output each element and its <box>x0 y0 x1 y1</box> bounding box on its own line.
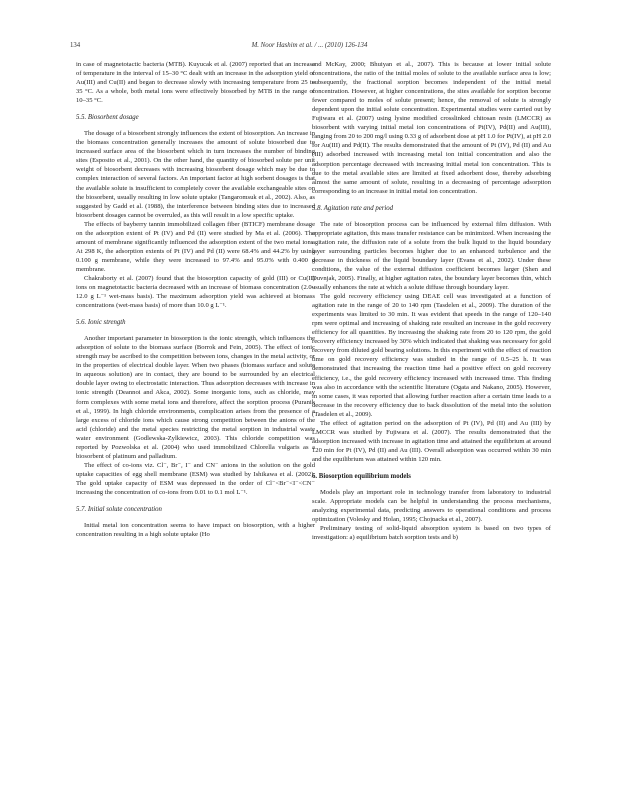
body-paragraph: Initial metal ion concentration seems to have impact on biosorption, with a higher concentration resulting in a high solute uptake (Ho <box>76 522 315 539</box>
body-paragraph: The effect of agitation period on the adsorption of Pt (IV), Pd (II) and Au (III) by LMCCR was studied by Fujiwara et al. (2007). The results demonstrated that the adsorption increased with increase in agitation time and attained the equilibrium at around 120 min for Pt (IV), Pd (II) and Au (III). Overall adsorption was occurred within 30 min and the equilibrium was attained within 120 min. <box>312 419 551 463</box>
journal-citation: M. Noor Hashim et al. / ... (2010) 126-134 <box>251 42 368 49</box>
body-paragraph: Another important parameter in biosorption is the ionic strength, which influences the adsorption of solute to the biomass surface (Borrok and Fein, 2005). The effect of ionic strength may be ascribed to the competition between ions, changes in the metal activity, or in the properties of electrical double layer. When two phases (biomass surface and solute in aqueous solution) are in contact, they are bound to be surrounded by an electrical double layer owing to electrostatic interaction. Thus adsorption decreases with increase in ionic strength (Deannoi and Akca, 2002). Some inorganic ions, such as chloride, may form complexes with some metal ions and therefore, affect the sorption process (Puranik et al., 1999). In high chloride environments, complication arises from the presence of a large excess of chloride ions which cause strong competition between the anions of the acid (chloride) and the metal species restricting the metal sorption in industrial waste water environment (Godlewska-Zylkiewicz, 2003). This chloride competition was reported by Pozwolska et al. (2004) who used immobilized Chlorella vulgaris as a biosorbent of platinum and palladium. <box>76 335 315 460</box>
body-paragraph: The gold recovery efficiency using DEAE cell was investigated at a function of agitation rate in the range of 20 to 140 rpm (Tasdelen et al., 2009). The duration of the experiments was limited to 30 min. It was evident that speeds in the range of 120–140 rpm were optimal and increasing of shaking rate resulted an increase in the gold recovery efficiency for all quantities. By increasing the shaking rate from 20 to 120 rpm, the gold recovery efficiency increased by 30% which indicated that shaking was necessary for gold recovery from diluted gold bearing solutions. In this experiment with the effect of reaction time on gold recovery efficiency was studied in the range of 0.5–25 h. It was demonstrated that increasing the reaction time had a positive effect on gold recovery efficiency, i.e., the gold recovery efficiency increased with increased time. This finding was also in accordance with the scientific literature (Ogata and Nakano, 2005). However, in some cases, it was reported that allowing further reaction after a certain time leads to a decrease in the recovery efficiency due to back dissolution of the metal into the solution (Tasdelen et al., 2009). <box>312 293 551 418</box>
body-paragraph: and McKay, 2000; Bhuiyan et al., 2007). This is because at lower initial solute concentrations, the ratio of the initial moles of solute to the available surface area is low; subsequently, the fractional sorption becomes independent of the initial metal concentration. However, at higher concentrations, the sites available for sorption become fewer compared to moles of solute present; hence, the removal of solute is strongly dependent upon the initial solute concentration. Experimental studies were carried out by Fujiwara et al. (2007) using lysine modified crosslinked chitosan resin (LMCCR) as biosorbent with varying initial metal ion concentrations of Pt(IV), Pd(II) and Au(III), ranging from 20 to 200 mg/l using 0.33 g of adsorbent dose at pH 1.0 for Pt(IV), at pH 2.0 for Au(III) and Pd(II). The results demonstrated that the amount of Pt (IV), Pd (II) and Au (III) adsorbed increased with increasing metal ion initial concentration and also the adsorption percentage decreased with increasing initial metal ion concentration. This is due to the metal available sites are limited at fixed adsorbent dose, thereby adsorbing almost the same amount of solute, resulting in a decreasing of percentage adsorption corresponding to an increase in initial metal ion concentration. <box>312 61 551 195</box>
body-paragraph: The dosage of a biosorbent strongly influences the extent of biosorption. An increase in the biomass concentration generally increases the amount of solute biosorbed due to increased surface area of the biosorbent which in turn increases the number of binding sites (Esposito et al., 2001). On the other hand, the quantity of biosorbed solute per unit weight of biosorbent decreases with increasing biosorbent dosage which may be due to complex interaction of several factors. An important factor at high sorbent dosages is that the available solute is insufficient to completely cover the available exchangeable sites on the biosorbent, usually resulting in low solute uptake (Tangaromsuk et al., 2002). Also, as suggested by Gadd et al. (1988), the interference between binding sites due to increased biosorbent dosages cannot be overruled, as this will result in a low specific uptake. <box>76 130 315 219</box>
section-heading: 5.8. Agitation rate and period <box>312 204 394 212</box>
body-paragraph: Preliminary testing of solid-liquid absorption system is based on two types of investigation: a) equilibrium batch sorption tests and b) <box>312 525 551 542</box>
body-paragraph: The effects of bayberry tannin immobilized collagen fiber (BTICF) membrane dosage on the adsorption extent of Pt (IV) and Pd (II) were studied by Ma et al. (2006). The amount of membrane significantly influenced the adsorption extent of the two metal ions. At 298 K, the adsorption extents of Pt (IV) and Pd (II) were 68.4% and 44.2% by using 0.100 g membrane, while they were increased to 97.4% and 95.0% with 0.400 g membrane. <box>76 220 315 273</box>
body-paragraph: The effect of co-ions viz. Cl⁻, Br⁻, I⁻ and CN⁻ anions in the solution on the gold uptake capacities of egg shell membrane (ESM) was studied by Ishikawa et al. (2002). The gold uptake capacity of ESM was depressed in the order of Cl⁻<Br⁻<I⁻<CN⁻ increasing the concentration of co-ions from 0.01 to 0.1 mol L⁻¹. <box>76 461 315 496</box>
section-heading: 5.7. Initial solute concentration <box>76 506 162 514</box>
left-column <box>76 60 315 539</box>
right-column <box>312 60 551 542</box>
running-header <box>70 42 549 54</box>
section-heading: 6. Biosorption equilibrium models <box>312 472 411 480</box>
body-paragraph: in case of magnetotactic bacteria (MTB). Kuyucak et al. (2007) reported that an increase of temperature in the interval of 15–30 °C dealt with an increase in the adsorption yield of Au(III) and Cu(II) and began to decrease slowly with increasing temperature from 25 to 35 °C. As a whole, both metal ions were effectively biosorbed by MTB in the range of 10–35 °C. <box>76 61 315 105</box>
section-heading: 5.6. Ionic strength <box>76 319 126 327</box>
body-paragraph: The rate of biosorption process can be influenced by external film diffusion. With appropriate agitation, this mass transfer resistance can be minimized. When increasing the agitation rate, the diffusion rate of a solute from the bulk liquid to the liquid boundary layer surrounding particles becomes higher due to an enhanced turbulence and the decrease in thickness of the liquid boundary layer (Evans et al., 2002). Under these conditions, the value of the external diffusion coefficient becomes larger (Shen and Duvnjak, 2005). Finally, at higher agitation rates, the boundary layer becomes thin, which usually enhances the rate at which a solute diffuse through boundary layer. <box>312 220 551 292</box>
section-heading: 5.5. Biosorbent dosage <box>76 114 139 122</box>
body-paragraph: Chakraborty et al. (2007) found that the biosorption capacity of gold (III) or Cu(II) ions on magnetotactic bacteria decreased with an increase of biomass concentration (2.0–12.0 g L⁻¹ wet-mass basis). The maximum adsorption yield was achieved at biomass concentrations (wet-mass basis) of more than 10.0 g L⁻¹. <box>76 274 315 310</box>
page-number: 134 <box>70 42 81 49</box>
body-paragraph: Models play an important role in technology transfer from laboratory to industrial scale. Appropriate models can be helpful in understanding the process mechanisms, analyzing experimental data, predicting answers to operational conditions and process optimization (Volesky and Holan, 1995; Chojnacka et al., 2007). <box>312 488 551 524</box>
